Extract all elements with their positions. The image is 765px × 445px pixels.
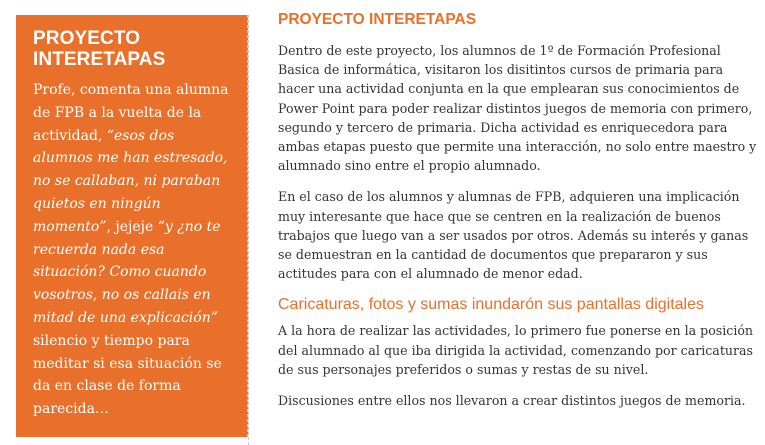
- article-paragraph-2: En el caso de los alumnos y alumnas de FPB, adquieren una implicación muy interesante que hace que se centren en la realización de buenos trabajos que luego van a ser usados por otros. Además su interés y ganas se demuestran en la cantidad de documentos que prepararon y sus actitudes para con el alumnado de menor edad.: [278, 189, 749, 282]
- article-paragraph-1: Dentro de este proyecto, los alumnos de 1º de Formación Profesional Basica de informática, visitaron los disitintos cursos de primaria para hacer una actividad conjunta en la que emplearan sus conocimientos de Power Point para poder realizar distintos juegos de memoria con primero, segundo y tercero de primaria. Dicha actividad es enriquecedora para ambas etapas puesto que permite una interacción, no solo entre maestro y alumnado sino entre el propio alumnado.: [278, 43, 757, 174]
- article-subtitle: Caricaturas, fotos y sumas inundarón sus pantallas digitales: [278, 296, 704, 314]
- sidebar-quote-2: “y ¿no te recuerda nada esa situación? Como cuando vosotros, no os callais en mitad de una explicación”: [33, 218, 221, 326]
- sidebar-quote-1: “esos dos alumnos me han estresado, no se callaban, ni paraban quietos en ningún momento”: [33, 127, 228, 235]
- article-content: [278, 10, 758, 422]
- article-paragraph-3: A la hora de realizar las actividades, lo primero fue ponerse en la posición del alumnado al que iba dirigida la actividad, comenzando por caricaturas de sus personajes preferidos o sumas y restas de su nivel.: [278, 323, 754, 377]
- sidebar-text-2: , jejeje: [106, 218, 158, 235]
- sidebar-text-1: Profe, comenta una alumna de FPB a la vuelta de la actividad,: [33, 82, 229, 144]
- sidebar-quote-box: [16, 15, 248, 437]
- article-title: PROYECTO INTERETAPAS: [278, 11, 477, 28]
- sidebar-title: PROYECTO INTERETAPAS: [33, 28, 166, 70]
- sidebar-quote-text: [33, 79, 233, 421]
- sidebar-text-3: silencio y tiempo para meditar si esa situación se da en clase de forma parecida…: [33, 332, 222, 418]
- column-divider: [248, 15, 249, 445]
- article-paragraph-4: Discusiones entre ellos nos llevaron a crear distintos juegos de memoria.: [278, 393, 746, 409]
